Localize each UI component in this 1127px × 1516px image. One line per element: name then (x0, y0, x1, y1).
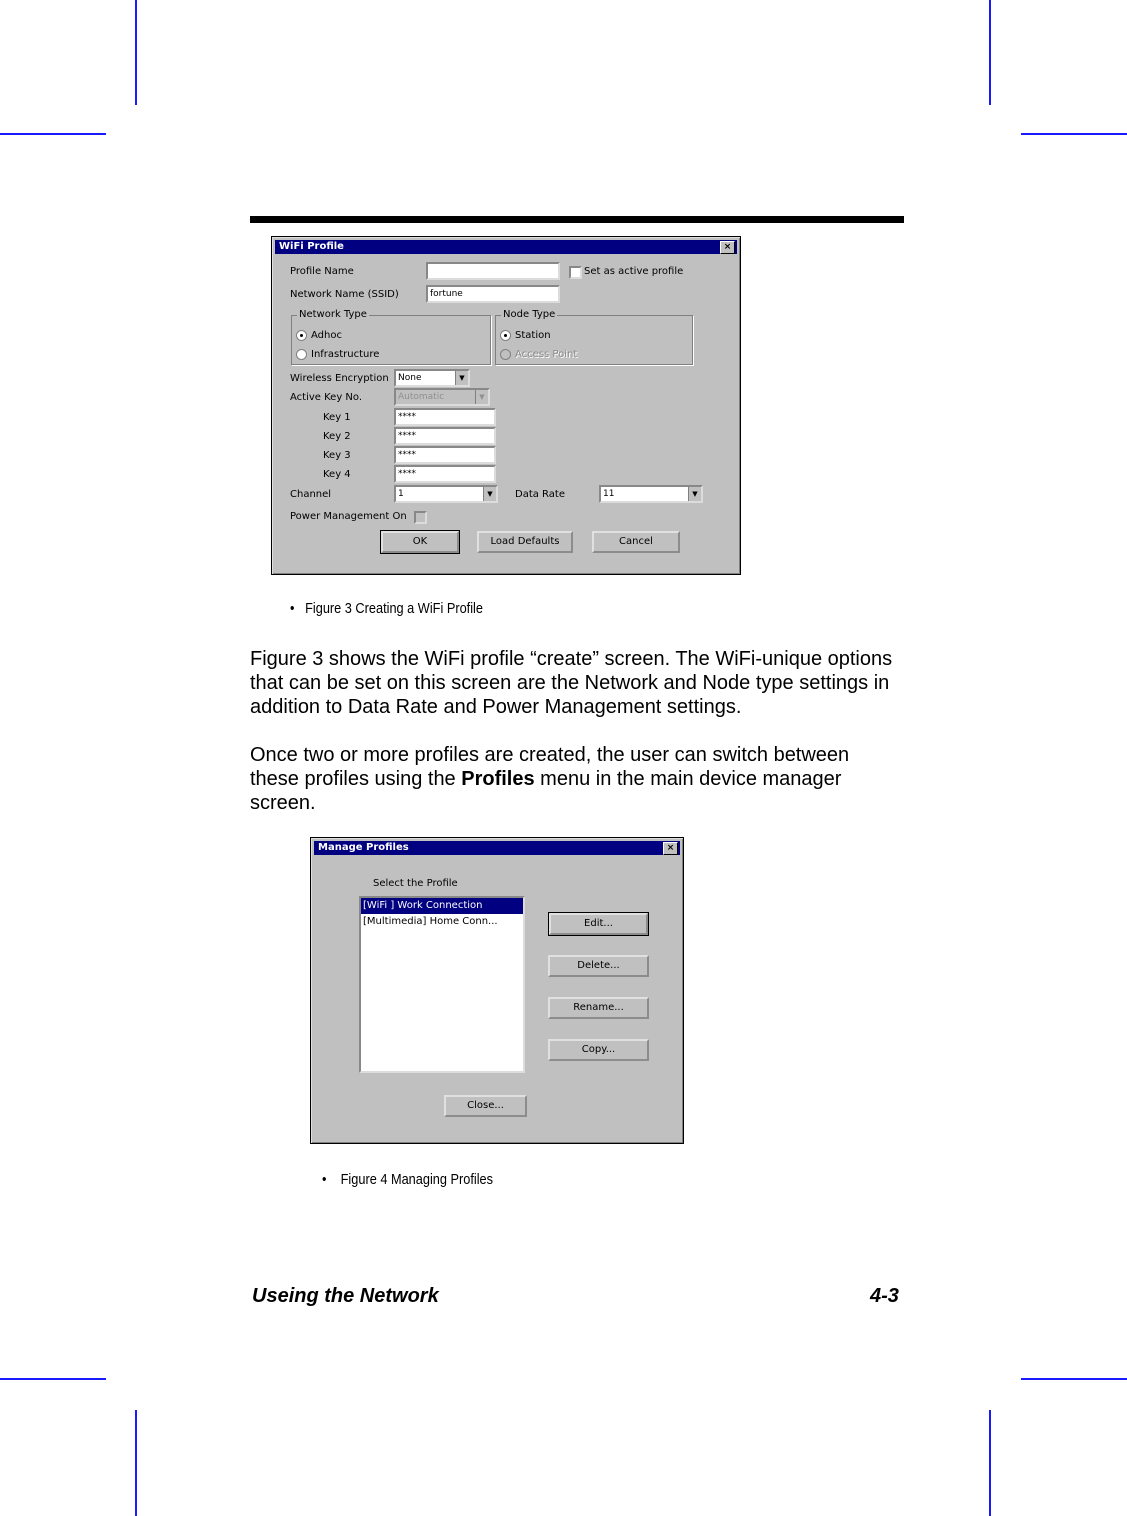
chevron-down-icon[interactable]: ▼ (688, 487, 701, 501)
paragraph-2-text: Once two or more profiles are created, the user can switch between these profiles using the (250, 744, 850, 790)
bullet: • (322, 1171, 327, 1188)
infrastructure-radio[interactable] (296, 349, 307, 360)
channel-label: Channel (290, 489, 332, 500)
cancel-button[interactable]: Cancel (592, 531, 680, 553)
close-icon[interactable]: × (663, 842, 678, 855)
station-radio[interactable] (500, 330, 511, 341)
crop-mark (135, 0, 137, 105)
chevron-down-icon[interactable]: ▼ (455, 371, 468, 385)
rename-button[interactable]: Rename... (548, 997, 649, 1019)
profile-name-input[interactable] (426, 262, 560, 280)
paragraph-1: Figure 3 shows the WiFi profile “create” screen. The WiFi-unique options that can be set on this screen are the Network and Node type settings in addition to Data Rate and Power Management settings. (250, 648, 893, 718)
paragraph-2 (250, 743, 900, 815)
network-type-group (291, 309, 491, 365)
crop-mark (0, 1378, 106, 1380)
key-2-label: Key 2 (323, 431, 351, 442)
ok-button[interactable]: OK (381, 531, 459, 553)
crop-mark (0, 133, 106, 135)
active-key-select[interactable] (394, 388, 490, 406)
key-4-label: Key 4 (323, 469, 351, 480)
crop-mark (989, 1410, 991, 1516)
header-rule (250, 216, 904, 223)
crop-mark (989, 0, 991, 105)
key-3-label: Key 3 (323, 450, 351, 461)
chevron-down-icon[interactable]: ▼ (475, 390, 488, 404)
delete-button[interactable]: Delete... (548, 955, 649, 977)
set-active-checkbox[interactable] (569, 266, 582, 279)
active-key-label: Active Key No. (290, 392, 363, 403)
data-rate-value: 11 (603, 489, 615, 499)
channel-value: 1 (398, 489, 404, 499)
crop-mark (1021, 133, 1127, 135)
encryption-label: Wireless Encryption (290, 373, 389, 384)
key-1-label: Key 1 (323, 412, 351, 423)
ssid-input[interactable]: fortune (426, 285, 560, 303)
key-1-input[interactable]: **** (394, 408, 496, 426)
load-defaults-button[interactable]: Load Defaults (477, 531, 573, 553)
set-active-label: Set as active profile (584, 266, 684, 277)
ssid-label: Network Name (SSID) (290, 289, 399, 300)
select-profile-label: Select the Profile (373, 878, 458, 889)
manage-profiles-dialog (310, 837, 684, 1144)
figure-4-caption (322, 1171, 493, 1188)
edit-button[interactable]: Edit... (549, 913, 648, 935)
bullet: • (290, 600, 295, 617)
node-type-group (495, 309, 693, 365)
data-rate-label: Data Rate (515, 489, 565, 500)
key-3-input[interactable]: **** (394, 446, 496, 464)
infrastructure-label: Infrastructure (311, 349, 380, 360)
footer-page-number: 4-3 (870, 1285, 899, 1307)
key-4-input[interactable]: **** (394, 465, 496, 483)
data-rate-select[interactable] (599, 485, 703, 503)
dialog-title: Manage Profiles (318, 842, 409, 853)
power-mgmt-label: Power Management On (290, 511, 407, 522)
copy-button[interactable]: Copy... (548, 1039, 649, 1061)
paragraph-2-text-end: menu in the main device manager screen. (250, 768, 842, 814)
dialog-titlebar (314, 841, 680, 855)
figure-4-caption-text: Figure 4 Managing Profiles (340, 1171, 494, 1188)
network-type-title: Network Type (299, 309, 367, 320)
profile-list[interactable] (359, 896, 525, 1073)
figure-3-caption (290, 600, 483, 617)
adhoc-radio[interactable] (296, 330, 307, 341)
profile-name-label: Profile Name (290, 266, 354, 277)
crop-mark (1021, 1378, 1127, 1380)
access-point-radio[interactable] (500, 349, 511, 360)
close-button[interactable]: Close... (444, 1095, 527, 1117)
crop-mark (135, 1410, 137, 1516)
footer-chapter: Useing the Network (252, 1285, 439, 1307)
key-2-input[interactable]: **** (394, 427, 496, 445)
figure-3-caption-text: Figure 3 Creating a WiFi Profile (305, 600, 483, 617)
encryption-select[interactable] (394, 369, 470, 387)
power-mgmt-checkbox[interactable] (414, 511, 427, 524)
close-icon[interactable]: × (720, 241, 735, 254)
active-key-value: Automatic (398, 392, 445, 402)
dialog-title: WiFi Profile (279, 241, 344, 252)
encryption-value: None (398, 373, 422, 383)
wifi-profile-dialog (271, 236, 741, 575)
node-type-title: Node Type (503, 309, 556, 320)
station-label: Station (515, 330, 551, 341)
dialog-titlebar (275, 240, 737, 254)
chevron-down-icon[interactable]: ▼ (483, 487, 496, 501)
adhoc-label: Adhoc (311, 330, 342, 341)
access-point-label: Access Point (515, 349, 578, 360)
channel-select[interactable] (394, 485, 498, 503)
list-item[interactable]: [Multimedia] Home Conn... (363, 916, 498, 927)
list-item[interactable]: [WiFi ] Work Connection (361, 898, 523, 914)
profiles-menu-term: Profiles (461, 768, 535, 790)
